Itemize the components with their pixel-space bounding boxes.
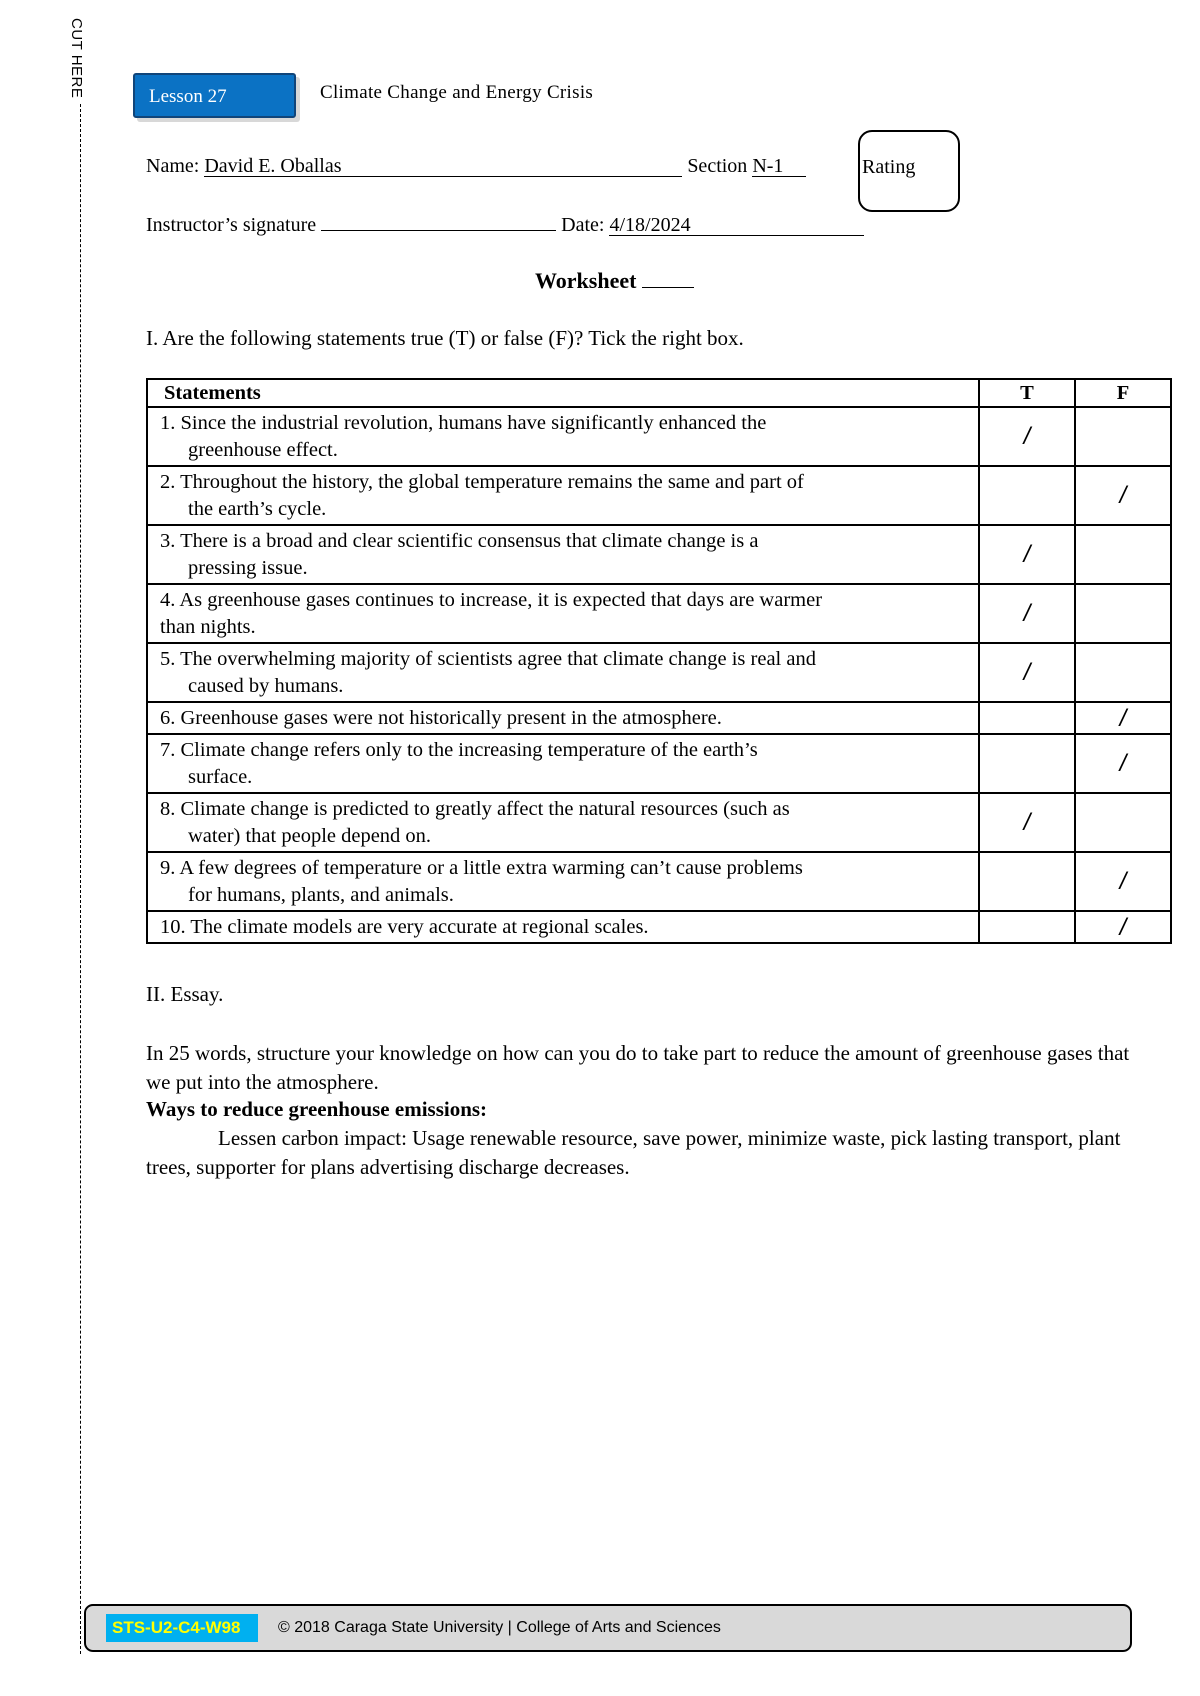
statement-text-continued: surface. (188, 766, 253, 788)
tick-mark: / (1119, 704, 1127, 732)
statement-cell (147, 525, 979, 584)
tick-mark: / (1119, 750, 1127, 777)
table-row (147, 584, 1171, 643)
true-tick-box[interactable] (979, 407, 1075, 466)
table-row (147, 466, 1171, 525)
statement-text-continued: caused by humans. (188, 675, 344, 697)
table-row (147, 525, 1171, 584)
signature-row (146, 210, 864, 237)
statement-text-continued: the earth’s cycle. (188, 498, 327, 520)
statement-text: 10. The climate models are very accurate at regional scales. (160, 916, 649, 938)
tick-mark: / (1023, 809, 1031, 836)
true-tick-box[interactable] (979, 911, 1075, 943)
table-row (147, 734, 1171, 793)
table-row (147, 793, 1171, 852)
name-value[interactable]: David E. Oballas (204, 156, 682, 177)
tick-mark: / (1023, 423, 1031, 450)
statement-cell (147, 584, 979, 643)
date-label: Date: (561, 214, 605, 236)
lesson-badge: Lesson 27 (133, 73, 296, 118)
statement-cell (147, 643, 979, 702)
section-label: Section (687, 155, 748, 177)
false-tick-box[interactable] (1075, 734, 1171, 793)
table-row (147, 852, 1171, 911)
lesson-title: Climate Change and Energy Crisis (320, 82, 594, 103)
true-tick-box[interactable] (979, 852, 1075, 911)
false-tick-box[interactable] (1075, 643, 1171, 702)
worksheet-number-field[interactable] (642, 269, 694, 288)
worksheet-label: Worksheet (535, 268, 637, 293)
tick-mark: / (1119, 913, 1127, 941)
statement-text-continued: pressing issue. (188, 557, 308, 579)
true-tick-box[interactable] (979, 584, 1075, 643)
statement-cell (147, 734, 979, 793)
statement-text: 4. As greenhouse gases continues to increase, it is expected that days are warmer (160, 589, 823, 611)
statement-text: 3. There is a broad and clear scientific consensus that climate change is a (160, 530, 759, 552)
statements-header: Statements (147, 379, 979, 407)
table-row (147, 911, 1171, 943)
tick-mark: / (1023, 541, 1031, 568)
tick-mark: / (1119, 482, 1127, 509)
tick-mark: / (1119, 868, 1127, 895)
essay-prompt: In 25 words, structure your knowledge on how can you do to take part to reduce the amount of greenhouse gases that we put into the atmosphere. (146, 1041, 1130, 1094)
statement-text: 1. Since the industrial revolution, humans have significantly enhanced the (160, 412, 767, 434)
tick-mark: / (1023, 600, 1031, 627)
worksheet-title (535, 268, 694, 294)
section-value[interactable]: N-1 (752, 156, 806, 177)
statement-text-continued: water) that people depend on. (188, 825, 432, 847)
essay-subheading: Ways to reduce greenhouse emissions: (146, 1097, 488, 1121)
name-label: Name: (146, 155, 200, 177)
true-tick-box[interactable] (979, 702, 1075, 734)
false-tick-box[interactable] (1075, 466, 1171, 525)
cut-here-label: CUT HERE (68, 18, 85, 99)
statement-cell (147, 702, 979, 734)
false-tick-box[interactable] (1075, 793, 1171, 852)
statement-cell (147, 407, 979, 466)
false-tick-box[interactable] (1075, 852, 1171, 911)
statement-cell (147, 466, 979, 525)
false-tick-box[interactable] (1075, 525, 1171, 584)
statement-text: 8. Climate change is predicted to greatly affect the natural resources (such as (160, 798, 790, 820)
statement-text: 5. The overwhelming majority of scientists agree that climate change is real and (160, 648, 816, 670)
signature-label: Instructor’s signature (146, 214, 317, 236)
essay-answer[interactable]: Lessen carbon impact: Usage renewable resource, save power, minimize waste, pick lasting transport, plant trees, supporter for plans advertising discharge decreases. (146, 1126, 1121, 1179)
table-row (147, 643, 1171, 702)
statement-text: 2. Throughout the history, the global temperature remains the same and part of (160, 471, 804, 493)
statement-text-continued: greenhouse effect. (188, 439, 338, 461)
statement-cell (147, 852, 979, 911)
statement-cell (147, 911, 979, 943)
tick-mark: / (1023, 659, 1031, 686)
statement-text: 6. Greenhouse gases were not historically present in the atmosphere. (160, 707, 722, 729)
true-tick-box[interactable] (979, 466, 1075, 525)
name-row (146, 155, 806, 178)
cut-line (80, 104, 81, 1654)
true-tick-box[interactable] (979, 643, 1075, 702)
signature-field[interactable] (321, 210, 556, 231)
false-tick-box[interactable] (1075, 702, 1171, 734)
statement-text-continued: than nights. (160, 616, 256, 638)
false-tick-box[interactable] (1075, 911, 1171, 943)
false-tick-box[interactable] (1075, 584, 1171, 643)
statement-text-continued: for humans, plants, and animals. (188, 884, 454, 906)
true-header: T (979, 379, 1075, 407)
table-row (147, 407, 1171, 466)
statement-text: 7. Climate change refers only to the increasing temperature of the earth’s (160, 739, 758, 761)
true-false-table (146, 378, 1172, 944)
footer-copyright: © 2018 Caraga State University | College of Arts and Sciences (278, 1619, 721, 1636)
false-header: F (1075, 379, 1171, 407)
statement-cell (147, 793, 979, 852)
part2-heading: II. Essay. (146, 982, 224, 1006)
true-tick-box[interactable] (979, 793, 1075, 852)
rating-label: Rating (862, 156, 916, 178)
statement-text: 9. A few degrees of temperature or a little extra warming can’t cause problems (160, 857, 803, 879)
table-row (147, 702, 1171, 734)
date-value[interactable]: 4/18/2024 (609, 215, 864, 236)
false-tick-box[interactable] (1075, 407, 1171, 466)
true-tick-box[interactable] (979, 525, 1075, 584)
part1-instruction: I. Are the following statements true (T) or false (F)? Tick the right box. (146, 326, 744, 350)
footer-code: STS-U2-C4-W98 (106, 1614, 258, 1642)
true-tick-box[interactable] (979, 734, 1075, 793)
table-header-row (147, 379, 1171, 407)
